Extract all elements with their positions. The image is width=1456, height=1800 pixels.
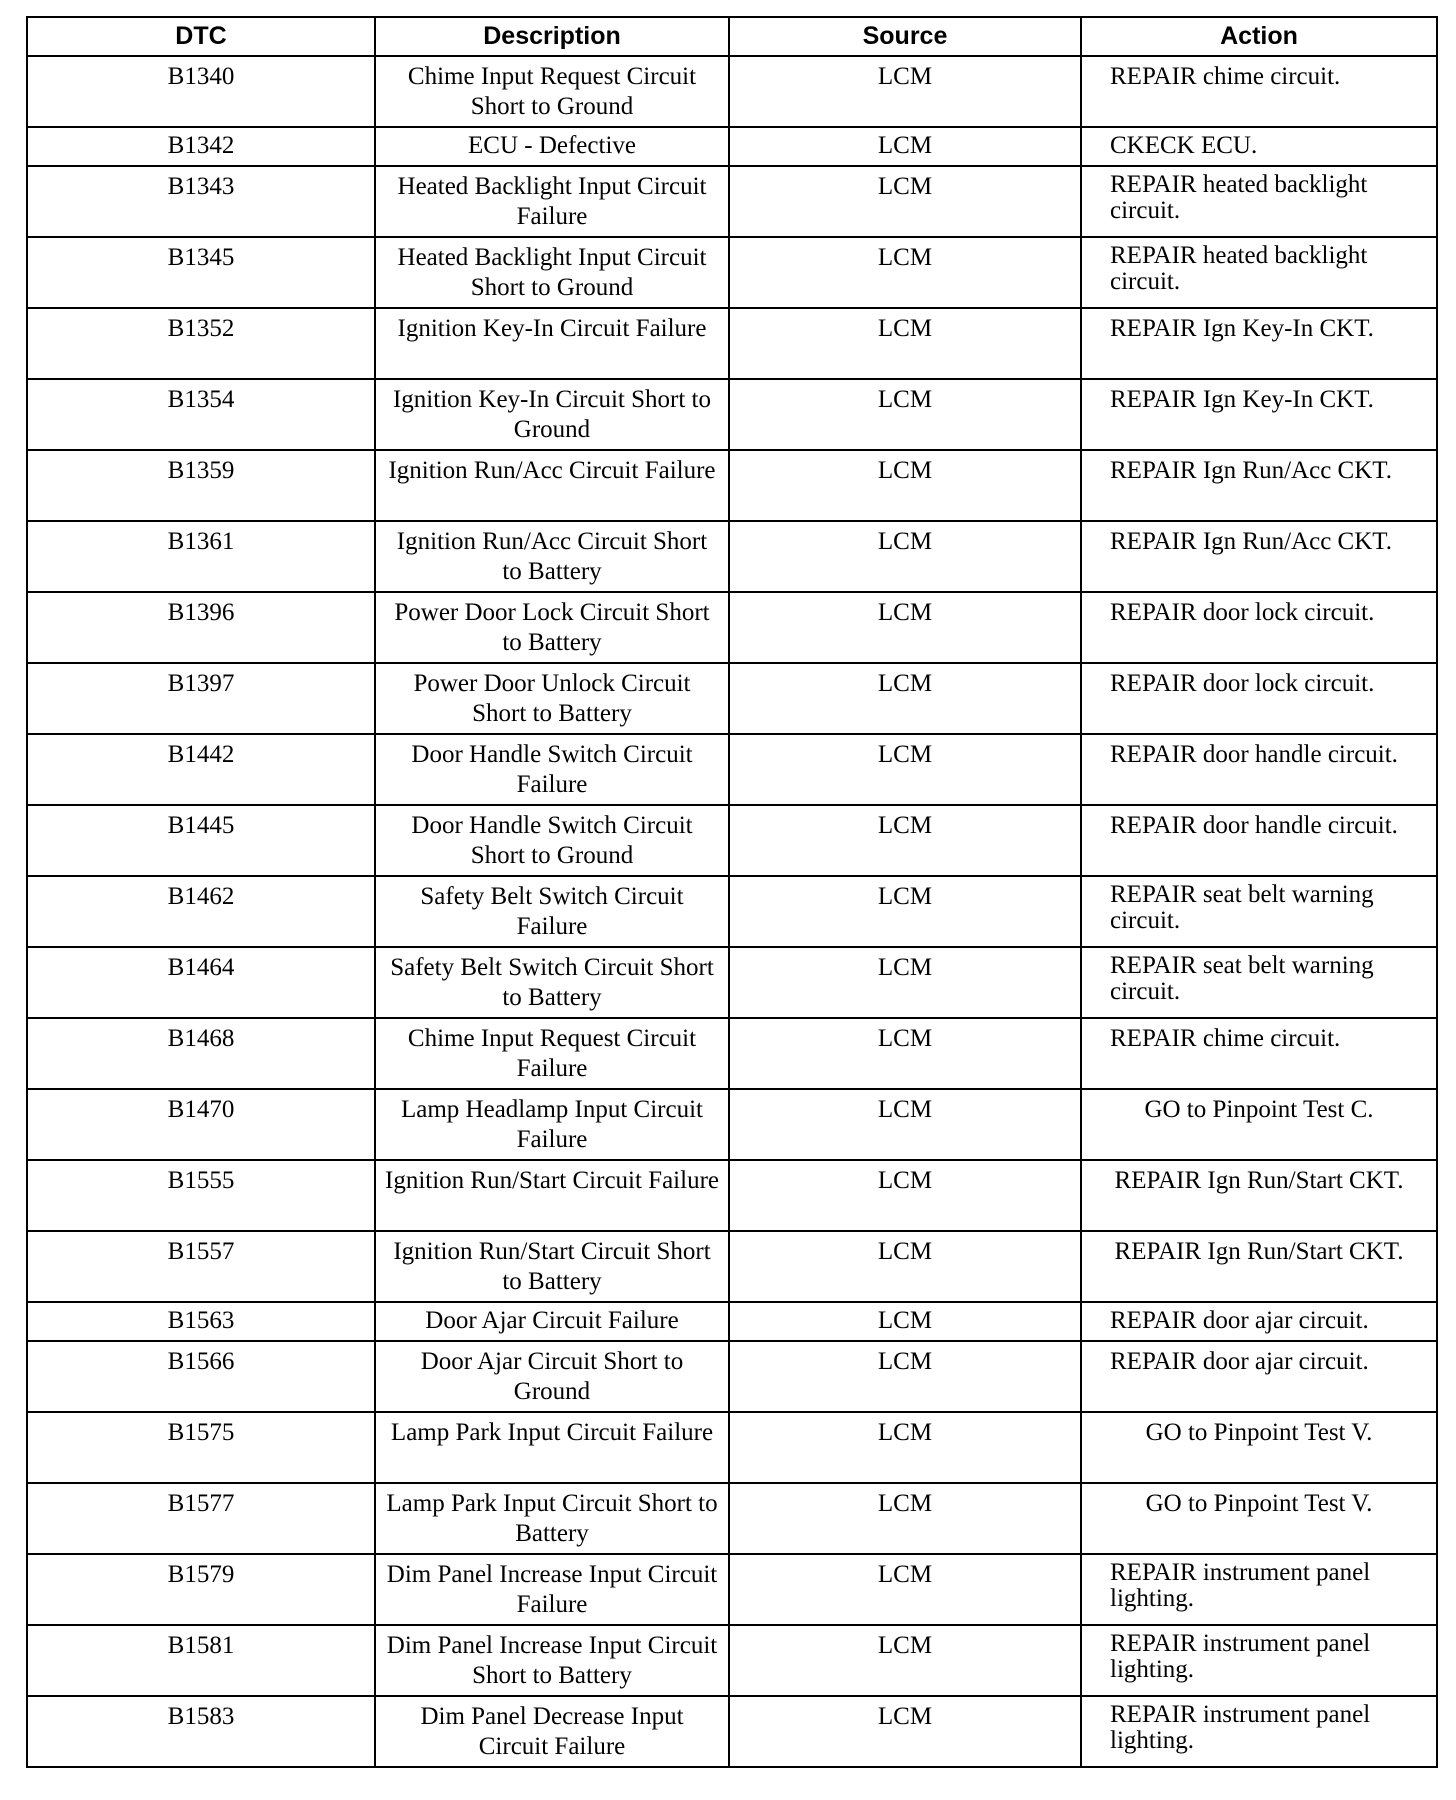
- source-cell: LCM: [729, 1625, 1081, 1696]
- action-cell: REPAIR instrument panel lighting.: [1081, 1554, 1437, 1625]
- description-cell: Power Door Unlock Circuit Short to Battery: [375, 663, 729, 734]
- action-cell: REPAIR door handle circuit.: [1081, 734, 1437, 805]
- table-row: [27, 1089, 1437, 1160]
- table-row: [27, 1341, 1437, 1412]
- dtc-code: B1340: [27, 56, 375, 127]
- table-row: [27, 450, 1437, 521]
- action-cell: REPAIR chime circuit.: [1081, 56, 1437, 127]
- table-row: [27, 379, 1437, 450]
- header-source: Source: [729, 17, 1081, 56]
- dtc-code: B1345: [27, 237, 375, 308]
- dtc-code: B1566: [27, 1341, 375, 1412]
- description-cell: Dim Panel Increase Input Circuit Short to Battery: [375, 1625, 729, 1696]
- source-cell: LCM: [729, 450, 1081, 521]
- description-cell: Ignition Run/Start Circuit Failure: [375, 1160, 729, 1231]
- table-row: [27, 166, 1437, 237]
- description-cell: Ignition Key-In Circuit Short to Ground: [375, 379, 729, 450]
- source-cell: LCM: [729, 876, 1081, 947]
- description-cell: Door Ajar Circuit Short to Ground: [375, 1341, 729, 1412]
- action-cell: GO to Pinpoint Test C.: [1081, 1089, 1437, 1160]
- description-cell: Lamp Headlamp Input Circuit Failure: [375, 1089, 729, 1160]
- table-row: [27, 1412, 1437, 1483]
- action-cell: REPAIR seat belt warning circuit.: [1081, 947, 1437, 1018]
- table-row: [27, 947, 1437, 1018]
- table-row: [27, 237, 1437, 308]
- description-cell: Ignition Key-In Circuit Failure: [375, 308, 729, 379]
- source-cell: LCM: [729, 1089, 1081, 1160]
- dtc-code: B1557: [27, 1231, 375, 1302]
- table-row: [27, 1554, 1437, 1625]
- dtc-code: B1468: [27, 1018, 375, 1089]
- source-cell: LCM: [729, 663, 1081, 734]
- source-cell: LCM: [729, 805, 1081, 876]
- source-cell: LCM: [729, 166, 1081, 237]
- dtc-code: B1352: [27, 308, 375, 379]
- dtc-table: [26, 16, 1438, 1768]
- header-description: Description: [375, 17, 729, 56]
- source-cell: LCM: [729, 1302, 1081, 1341]
- action-cell: REPAIR instrument panel lighting.: [1081, 1696, 1437, 1767]
- description-cell: Safety Belt Switch Circuit Short to Battery: [375, 947, 729, 1018]
- source-cell: LCM: [729, 1412, 1081, 1483]
- header-row: [27, 17, 1437, 56]
- source-cell: LCM: [729, 1341, 1081, 1412]
- source-cell: LCM: [729, 237, 1081, 308]
- table-row: [27, 56, 1437, 127]
- table-row: [27, 1018, 1437, 1089]
- action-cell: REPAIR door lock circuit.: [1081, 592, 1437, 663]
- description-cell: Dim Panel Increase Input Circuit Failure: [375, 1554, 729, 1625]
- description-cell: Ignition Run/Acc Circuit Failure: [375, 450, 729, 521]
- dtc-code: B1397: [27, 663, 375, 734]
- source-cell: LCM: [729, 592, 1081, 663]
- action-cell: REPAIR door lock circuit.: [1081, 663, 1437, 734]
- table-row: [27, 1160, 1437, 1231]
- dtc-code: B1445: [27, 805, 375, 876]
- source-cell: LCM: [729, 1696, 1081, 1767]
- dtc-code: B1579: [27, 1554, 375, 1625]
- action-cell: REPAIR Ign Run/Start CKT.: [1081, 1231, 1437, 1302]
- table-row: [27, 805, 1437, 876]
- dtc-code: B1396: [27, 592, 375, 663]
- description-cell: Power Door Lock Circuit Short to Battery: [375, 592, 729, 663]
- description-cell: Lamp Park Input Circuit Failure: [375, 1412, 729, 1483]
- table-row: [27, 1483, 1437, 1554]
- action-cell: CKECK ECU.: [1081, 127, 1437, 166]
- action-cell: REPAIR chime circuit.: [1081, 1018, 1437, 1089]
- action-cell: REPAIR Ign Key-In CKT.: [1081, 379, 1437, 450]
- table-row: [27, 1231, 1437, 1302]
- source-cell: LCM: [729, 947, 1081, 1018]
- description-cell: Chime Input Request Circuit Failure: [375, 1018, 729, 1089]
- dtc-code: B1581: [27, 1625, 375, 1696]
- action-cell: REPAIR door ajar circuit.: [1081, 1341, 1437, 1412]
- source-cell: LCM: [729, 308, 1081, 379]
- action-cell: REPAIR Ign Run/Start CKT.: [1081, 1160, 1437, 1231]
- action-cell: REPAIR heated backlight circuit.: [1081, 166, 1437, 237]
- dtc-code: B1361: [27, 521, 375, 592]
- action-cell: REPAIR Ign Key-In CKT.: [1081, 308, 1437, 379]
- description-cell: Door Handle Switch Circuit Failure: [375, 734, 729, 805]
- action-cell: REPAIR door ajar circuit.: [1081, 1302, 1437, 1341]
- source-cell: LCM: [729, 127, 1081, 166]
- action-cell: REPAIR seat belt warning circuit.: [1081, 876, 1437, 947]
- action-cell: REPAIR Ign Run/Acc CKT.: [1081, 450, 1437, 521]
- table-row: [27, 734, 1437, 805]
- dtc-code: B1470: [27, 1089, 375, 1160]
- dtc-code: B1575: [27, 1412, 375, 1483]
- action-cell: GO to Pinpoint Test V.: [1081, 1483, 1437, 1554]
- dtc-code: B1583: [27, 1696, 375, 1767]
- description-cell: Heated Backlight Input Circuit Failure: [375, 166, 729, 237]
- header-dtc: DTC: [27, 17, 375, 56]
- table-row: [27, 521, 1437, 592]
- dtc-code: B1343: [27, 166, 375, 237]
- source-cell: LCM: [729, 521, 1081, 592]
- source-cell: LCM: [729, 734, 1081, 805]
- action-cell: REPAIR door handle circuit.: [1081, 805, 1437, 876]
- table-row: [27, 1302, 1437, 1341]
- table-row: [27, 663, 1437, 734]
- table-row: [27, 127, 1437, 166]
- source-cell: LCM: [729, 1018, 1081, 1089]
- dtc-code: B1359: [27, 450, 375, 521]
- description-cell: Chime Input Request Circuit Short to Ground: [375, 56, 729, 127]
- source-cell: LCM: [729, 1231, 1081, 1302]
- source-cell: LCM: [729, 379, 1081, 450]
- dtc-code: B1342: [27, 127, 375, 166]
- description-cell: Lamp Park Input Circuit Short to Battery: [375, 1483, 729, 1554]
- description-cell: Heated Backlight Input Circuit Short to Ground: [375, 237, 729, 308]
- action-cell: REPAIR Ign Run/Acc CKT.: [1081, 521, 1437, 592]
- action-cell: REPAIR heated backlight circuit.: [1081, 237, 1437, 308]
- description-cell: Door Ajar Circuit Failure: [375, 1302, 729, 1341]
- source-cell: LCM: [729, 1160, 1081, 1231]
- header-action: Action: [1081, 17, 1437, 56]
- dtc-code: B1442: [27, 734, 375, 805]
- description-cell: ECU - Defective: [375, 127, 729, 166]
- source-cell: LCM: [729, 56, 1081, 127]
- dtc-code: B1354: [27, 379, 375, 450]
- table-row: [27, 308, 1437, 379]
- dtc-code: B1464: [27, 947, 375, 1018]
- description-cell: Door Handle Switch Circuit Short to Ground: [375, 805, 729, 876]
- description-cell: Ignition Run/Acc Circuit Short to Battery: [375, 521, 729, 592]
- table-row: [27, 592, 1437, 663]
- dtc-code: B1563: [27, 1302, 375, 1341]
- description-cell: Safety Belt Switch Circuit Failure: [375, 876, 729, 947]
- dtc-code: B1462: [27, 876, 375, 947]
- description-cell: Ignition Run/Start Circuit Short to Battery: [375, 1231, 729, 1302]
- action-cell: GO to Pinpoint Test V.: [1081, 1412, 1437, 1483]
- description-cell: Dim Panel Decrease Input Circuit Failure: [375, 1696, 729, 1767]
- action-cell: REPAIR instrument panel lighting.: [1081, 1625, 1437, 1696]
- source-cell: LCM: [729, 1483, 1081, 1554]
- dtc-code: B1555: [27, 1160, 375, 1231]
- table-row: [27, 876, 1437, 947]
- table-row: [27, 1625, 1437, 1696]
- dtc-code: B1577: [27, 1483, 375, 1554]
- source-cell: LCM: [729, 1554, 1081, 1625]
- table-row: [27, 1696, 1437, 1767]
